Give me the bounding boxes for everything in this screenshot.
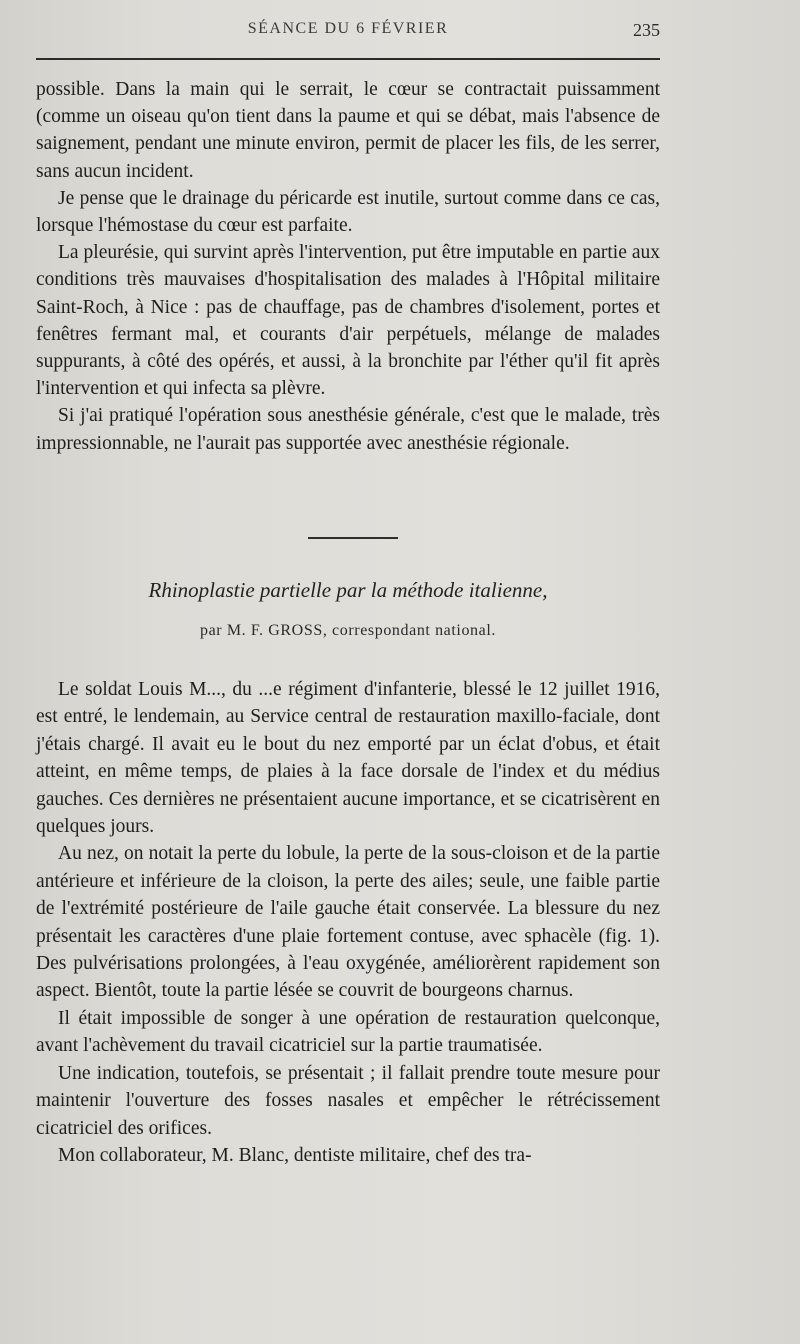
paragraph: Une indication, toutefois, se présentait ; il fallait prendre toute mesure pour maintenir l'ouverture des fosses nasales et empêcher le rétrécissement cicatriciel des orifices. [36, 1062, 660, 1139]
page-number: 235 [633, 20, 660, 40]
paragraph: Il était impossible de songer à une opération de restauration quelconque, avant l'achèvement du travail cicatriciel sur la partie traumatisée. [36, 1007, 660, 1057]
article-byline: par M. F. GROSS, correspondant national. [199, 622, 497, 639]
paragraph: Le soldat Louis M..., du ...e régiment d'infanterie, blessé le 12 juillet 1916, est entré, le lendemain, au Service central de restauration maxillo-faciale, dont j'étais chargé. Il avait eu le bout du nez emporté par un éclat d'obus, et était atteint, en même temps, de plaies à la face dorsale de l'index et du médius gauches. Ces dernières ne présentaient aucune importance, et se cicatrisèrent en quelques jours. [36, 679, 660, 838]
paragraph: possible. Dans la main qui le serrait, le cœur se contractait puissamment (comme un oiseau qu'on tient dans la paume et qui se débat, mais l'absence de saignement, pendant une minute environ, permit de placer les fils, de les serrer, sans aucun incident. [36, 79, 660, 182]
paragraph: La pleurésie, qui survint après l'intervention, put être imputable en partie aux conditions très mauvaises d'hospitalisation des malades à l'Hôpital militaire Saint-Roch, à Nice : pas de chauffage, pas de chambres d'isolement, portes et fenêtres fermant mal, et courants d'air perpétuels, mélange de malades suppurants, à côté des opérés, et aussi, à la bronchite par l'éther qu'il fit après l'intervention et qui infecta sa plèvre. [36, 242, 660, 400]
page-header [36, 18, 660, 46]
article-body [36, 676, 660, 1169]
previous-article-text [36, 76, 660, 457]
paragraph: Au nez, on notait la perte du lobule, la perte de la sous-cloison et de la partie antérieure et inférieure de la cloison, la perte des ailes; seule, une faible partie de l'extrémité postérieure de l'aile gauche était conservée. La blessure du nez présentait les caractères d'une plaie fortement contuse, avec sphacèle (fig. 1). Des pulvérisations prolongées, à l'eau oxygénée, améliorèrent rapidement son aspect. Bientôt, toute la partie lésée se couvrit de bourgeons charnus. [36, 843, 660, 1002]
article-title: Rhinoplastie partielle par la méthode italienne, [148, 578, 548, 602]
paragraph: Si j'ai pratiqué l'opération sous anesthésie générale, c'est que le malade, très impressionnable, ne l'aurait pas supportée avec anesthésie régionale. [36, 405, 660, 454]
paragraph: Je pense que le drainage du péricarde est inutile, surtout comme dans ce cas, lorsque l'hémostase du cœur est parfaite. [36, 187, 660, 237]
running-head: SÉANCE DU 6 FÉVRIER [247, 20, 449, 37]
header-rule [36, 58, 660, 60]
paragraph: Mon collaborateur, M. Blanc, dentiste militaire, chef des tra- [58, 1144, 532, 1166]
section-divider [308, 537, 398, 539]
